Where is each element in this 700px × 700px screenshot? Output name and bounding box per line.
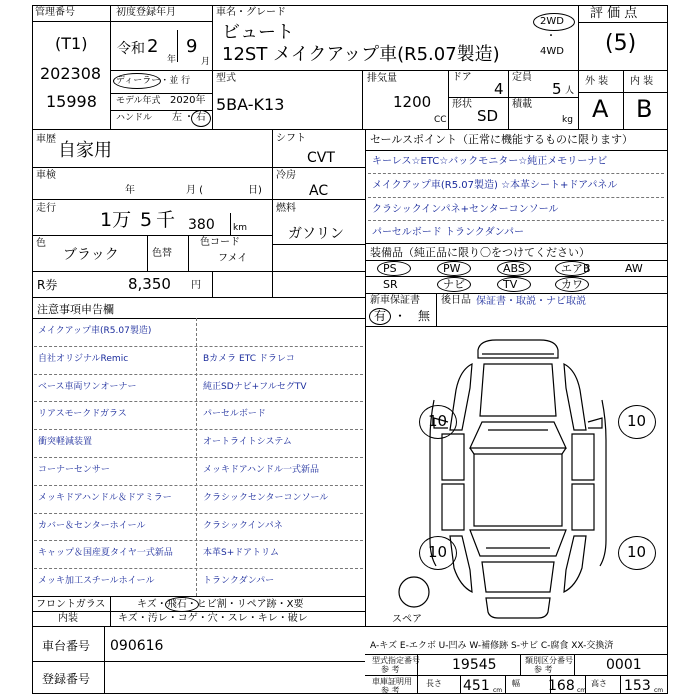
hyoka-label: 評 価 点 <box>590 6 638 21</box>
handle-right: 右 <box>196 112 206 123</box>
nenryo-label: 燃料 <box>276 203 296 214</box>
cc-unit: CC <box>434 115 447 125</box>
teiin: 5 <box>552 80 562 98</box>
dealer-label: ディーラー・並 行 <box>116 76 191 86</box>
note-left: カバー＆センターホイール <box>38 520 146 531</box>
sales-title: セールスポイント（正常に機能するものに限ります） <box>370 133 634 146</box>
katashiki-shitei-label: 型式指定番号 <box>372 656 420 665</box>
keijo: SD <box>477 107 499 125</box>
reg-month: 9 <box>186 36 198 57</box>
equipment-circle <box>437 261 471 276</box>
soko-sen: 千 <box>156 209 176 231</box>
equipment-item: カワ <box>561 278 583 291</box>
iro-code-label: 色コード <box>200 237 240 248</box>
note-right: オートライトシステム <box>203 437 292 448</box>
gaiso: A <box>592 95 609 123</box>
soko-label: 走行 <box>36 203 56 214</box>
soko-380: 380 <box>188 217 215 233</box>
tire-rl-value: 10 <box>428 543 448 561</box>
tire-fl-value: 10 <box>428 412 448 430</box>
en-unit: 円 <box>191 280 201 291</box>
equipment-item: PS <box>383 262 397 275</box>
equipment-item: エアB <box>561 262 591 275</box>
note-left: ベース車両ワンオーナー <box>38 381 137 392</box>
sales-point-line: メイクアップ車(R5.07製造) ☆本革シート+ドアパネル <box>372 180 618 191</box>
legend: A-キズ E-エクボ U-凹み W-補修跡 S-サビ C-腐食 XX-交換済 <box>370 641 614 651</box>
equipment-circle <box>555 277 589 292</box>
naiso: B <box>636 95 653 123</box>
ruibetsu-label: 類別区分番号 <box>525 656 573 665</box>
teiin-label: 定員 <box>512 72 532 83</box>
kanri-number-2: 202308 <box>40 64 102 83</box>
cm-unit-3: cm <box>654 687 664 694</box>
note-right: Bカメラ ETC ドラレコ <box>203 353 295 364</box>
front-glass-label: フロントガラス <box>36 599 106 610</box>
note-right: メッキドアハンドル一式新品 <box>203 465 320 475</box>
shomeisho-label: 車庫証明用 <box>372 677 412 686</box>
model-year: 2020年 <box>170 95 206 106</box>
note-left: コーナーセンサー <box>38 465 110 475</box>
note-left: メッキドアハンドル＆ドアミラー <box>38 492 172 503</box>
shift-label: シフト <box>276 133 306 144</box>
front-glass-items: キズ・飛石・ヒビ割・リペア跡・X要 <box>137 599 304 610</box>
shareki: 自家用 <box>58 140 112 161</box>
atobi-label: 後日品 <box>441 295 471 306</box>
sales-point-line: キーレス☆ETC☆バックモニター☆純正メモリーナビ <box>372 156 608 167</box>
irogae-label: 色替 <box>152 248 172 259</box>
shaken-label: 車検 <box>36 170 56 181</box>
note-left: リアスモークドガラス <box>38 409 127 420</box>
note-right: クラシックインパネ <box>203 520 283 531</box>
handle-dot: ・ <box>184 112 194 123</box>
model-year-label: モデル年式 <box>116 96 161 106</box>
soko-man: 1万 <box>100 209 132 231</box>
haiki: 1200 <box>393 93 432 111</box>
iro: ブラック <box>63 247 119 263</box>
note-left: 自社オリジナルRemic <box>38 353 129 364</box>
interior-label: 内装 <box>58 613 78 624</box>
taka-label: 高さ <box>591 679 607 688</box>
hyoka-value: (5) <box>605 31 637 56</box>
equipment-circle <box>497 277 531 292</box>
haiki-label: 排気量 <box>367 73 397 84</box>
naga-label: 長さ <box>426 679 442 688</box>
note-right: 本革S+ドアトリム <box>203 548 279 559</box>
cm-unit-1: cm <box>493 687 503 694</box>
car-body-diagram <box>370 330 666 624</box>
haba: 168 <box>548 678 575 694</box>
handle-label: ハンドル <box>116 113 153 123</box>
note-left: メイクアップ車(R5.07製造) <box>38 326 152 336</box>
reibo: AC <box>309 183 329 199</box>
kg-unit: kg <box>562 115 573 125</box>
equipment-circle <box>437 277 471 292</box>
nin-unit: 人 <box>565 86 575 96</box>
nenryo: ガソリン <box>288 226 344 242</box>
note-right: パーセルボード <box>203 409 266 420</box>
drive-4wd: 4WD <box>540 46 564 57</box>
warranty-label: 新車保証書 <box>370 295 420 306</box>
dealer-circle <box>113 73 161 89</box>
shaken-nen: 年 <box>125 185 135 196</box>
equipment-item: SR <box>383 278 398 291</box>
equipment-item: TV <box>503 278 518 291</box>
reibo-label: 冷房 <box>276 170 296 181</box>
warranty-dot: ・ <box>394 309 407 323</box>
tire-fr-value: 10 <box>627 412 647 430</box>
door: 4 <box>494 80 504 98</box>
handle-left: 左 <box>172 112 182 123</box>
atobi: 保証書・取説・ナビ取説 <box>476 296 586 307</box>
tire-rr-value: 10 <box>627 543 647 561</box>
naiso-label: 内 装 <box>630 76 654 87</box>
equipment-item: ナビ <box>443 278 465 291</box>
chassis: 090616 <box>110 638 164 654</box>
car-grade: 12ST メイクアップ車(R5.07製造) <box>222 44 500 65</box>
sales-point-line: パーセルボード トランクダンパー <box>372 227 524 238</box>
kanri-number-1: (T1) <box>55 34 88 53</box>
iro-label: 色 <box>36 238 46 249</box>
note-right: トランクダンパー <box>203 576 275 587</box>
note-left: キャップ＆国産夏タイヤ一式新品 <box>38 548 173 559</box>
tsuki-unit: 月 <box>201 57 211 67</box>
note-right: 純正SDナビ+フルセグTV <box>203 381 307 392</box>
chassis-label: 車台番号 <box>42 639 91 653</box>
kanri-number-3: 15998 <box>46 92 97 111</box>
keijo-label: 形状 <box>452 99 472 110</box>
kanri-label: 管理番号 <box>35 7 75 18</box>
note-left: メッキ加工スチールホイール <box>38 576 155 587</box>
katashiki: 5BA-K13 <box>216 95 285 114</box>
cm-unit-2: cm <box>577 687 587 694</box>
naga: 451 <box>463 678 490 694</box>
haba-label: 幅 <box>512 679 520 688</box>
note-right: クラシックセンターコンソール <box>203 492 329 503</box>
spare-label: スペア <box>392 614 422 625</box>
rken-label: R券 <box>37 278 58 292</box>
equipment-item: PW <box>443 262 461 275</box>
equipment-title: 装備品（純正品に限り〇をつけてください） <box>370 246 590 259</box>
km-unit: km <box>233 223 247 233</box>
ruibetsu: 0001 <box>606 657 642 673</box>
equipment-item: ABS <box>503 262 525 275</box>
warranty-yes: 有 <box>374 309 387 323</box>
sales-point-line: クラシックインパネ+センターコンソール <box>372 204 559 215</box>
shodo-label: 初度登録年月 <box>116 7 176 18</box>
sanko-2: 参 考 <box>534 665 553 674</box>
name-label: 車名・グレード <box>216 7 286 18</box>
sanko-1: 参 考 <box>381 665 400 674</box>
sekisai-label: 積載 <box>512 99 532 110</box>
soko-5: 5 <box>140 209 153 231</box>
drive-2wd: 2WD <box>540 16 564 27</box>
shareki-label: 車歴 <box>36 134 56 145</box>
katashiki-shitei: 19545 <box>452 657 497 673</box>
note-left: 衝突軽減装置 <box>38 437 93 448</box>
rken-value: 8,350 <box>128 275 171 293</box>
iro-code: フメイ <box>218 253 248 264</box>
shaken-tsuki: 月 ( <box>186 185 204 196</box>
katashiki-label: 型式 <box>216 73 236 84</box>
interior-items: キズ・汚レ・コゲ・穴・スレ・キレ・破レ <box>118 613 308 624</box>
reg-label: 登録番号 <box>42 672 91 686</box>
equipment-circle <box>377 261 411 276</box>
equipment-item: AW <box>625 262 643 275</box>
era: 令和 <box>117 41 145 57</box>
gaiso-label: 外 装 <box>585 76 609 87</box>
drive-dot: ・ <box>546 31 556 42</box>
notes-title: 注意事項申告欄 <box>37 303 114 316</box>
door-label: ドア <box>452 72 472 83</box>
nen-unit: 年 <box>167 55 177 65</box>
warranty-no: 無 <box>418 309 431 323</box>
equipment-circle <box>555 261 589 276</box>
equipment-circle <box>497 261 531 276</box>
car-name: ビュート <box>222 22 294 43</box>
reg-year: 2 <box>147 36 159 57</box>
handle-right-circle <box>191 110 211 127</box>
shaken-hi: 日) <box>248 185 262 196</box>
front-glass-circle <box>165 597 199 612</box>
sanko-3: 参 考 <box>381 686 400 695</box>
taka: 153 <box>624 678 651 694</box>
shift: CVT <box>307 150 335 166</box>
